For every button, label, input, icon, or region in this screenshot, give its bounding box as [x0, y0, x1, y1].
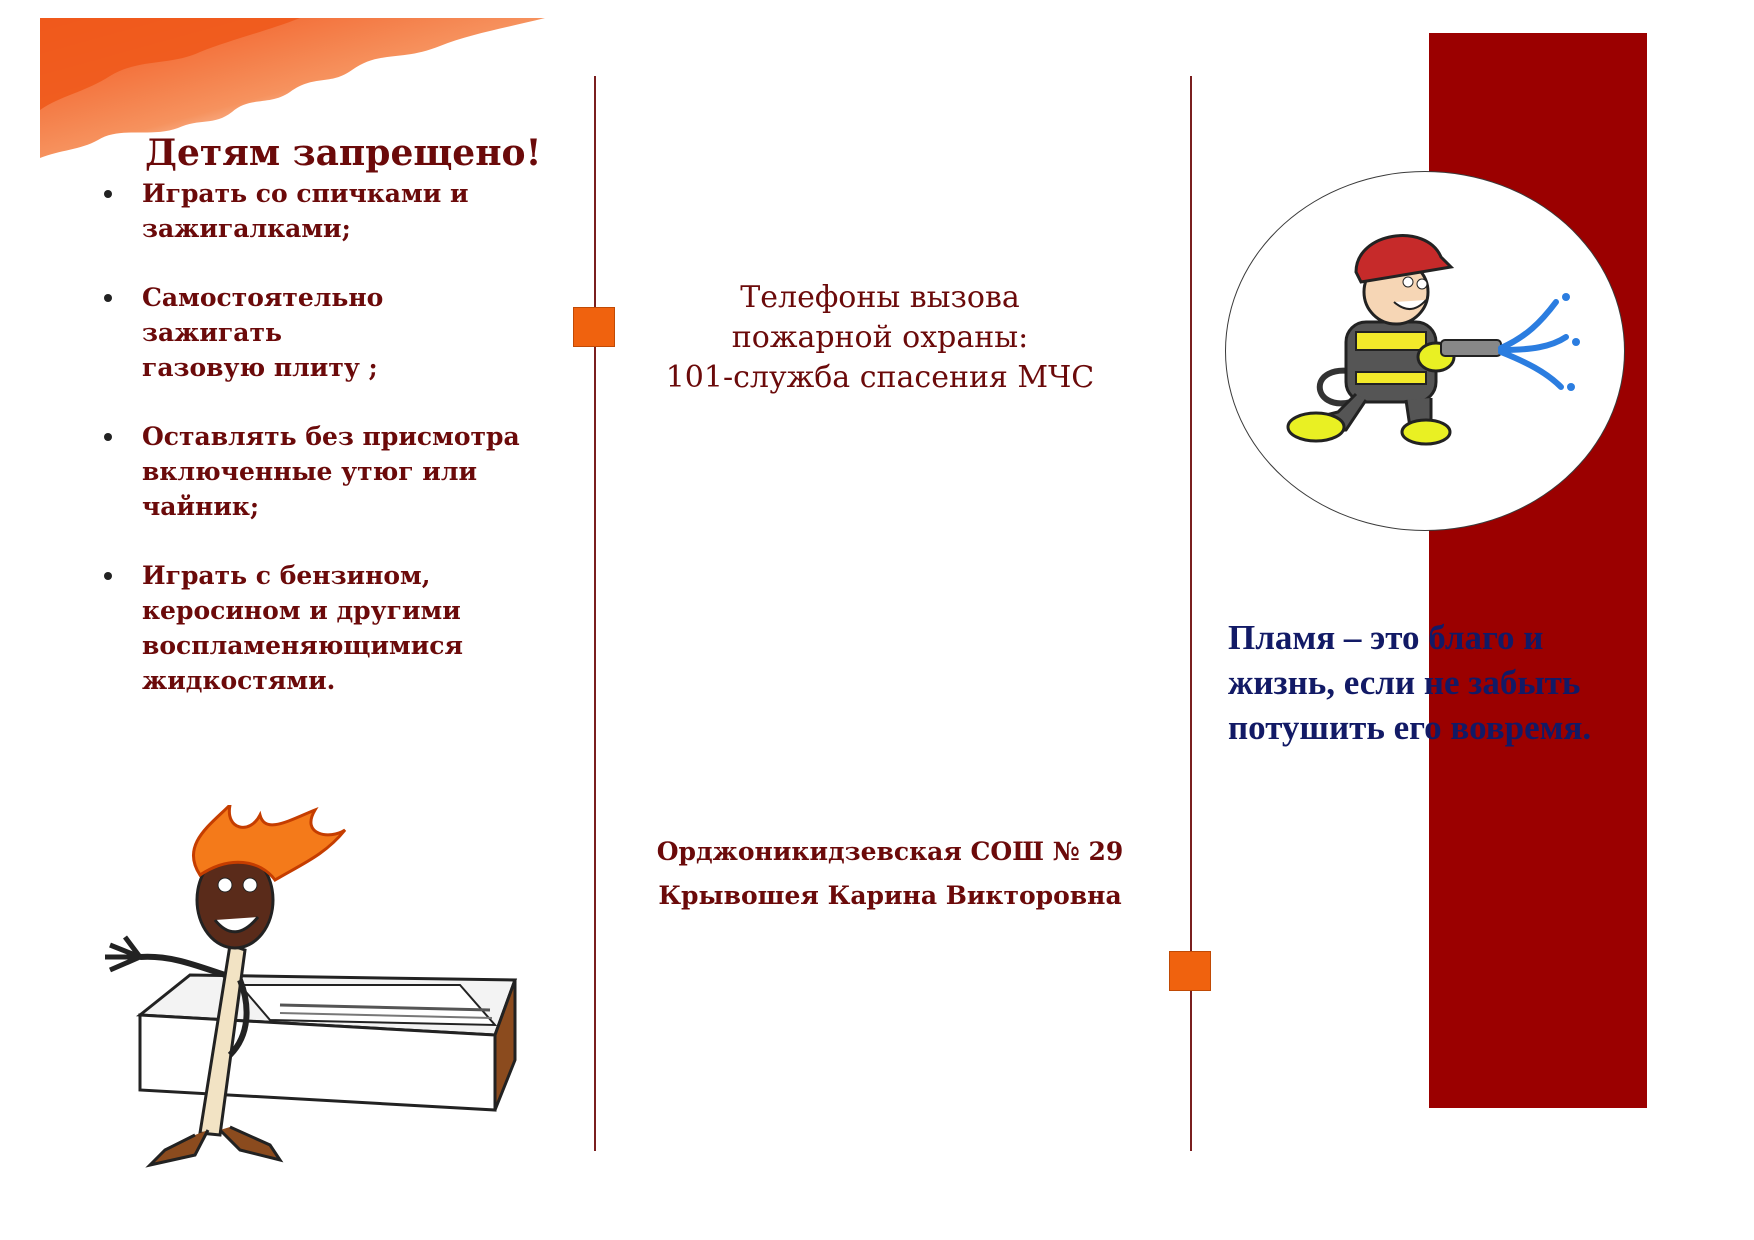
rule-line: Играть с бензином,	[142, 561, 431, 590]
rule-line: керосином и другими	[142, 596, 461, 625]
rule-line: зажигалками;	[142, 214, 351, 243]
match-character-illustration	[100, 805, 520, 1175]
rule-line: Оставлять без присмотра	[142, 422, 520, 451]
school-name: Орджоникидзевская СОШ № 29	[656, 837, 1124, 866]
fold-line-left	[594, 76, 596, 1151]
rule-line: жидкостями.	[142, 666, 336, 695]
quote-line: Пламя – это благо и	[1228, 618, 1544, 657]
quote-line: потушить его вовремя.	[1228, 708, 1592, 747]
rule-line: Играть со спичками и	[142, 179, 469, 208]
firefighter-circle	[1225, 171, 1625, 531]
fold-marker-left	[573, 307, 615, 347]
fire-quote	[1228, 615, 1648, 750]
bullet-icon	[104, 190, 112, 198]
author-credits	[620, 830, 1160, 918]
rule-line: Самостоятельно зажигать	[142, 283, 384, 347]
fold-marker-right	[1169, 951, 1211, 991]
prohibited-actions-list	[100, 176, 530, 732]
bullet-icon	[104, 433, 112, 441]
list-item	[100, 280, 530, 385]
list-item	[100, 176, 530, 246]
phones-line: Телефоны вызова	[740, 280, 1020, 315]
firefighter-illustration	[1226, 172, 1625, 531]
author-name: Крывошея Карина Викторовна	[658, 881, 1122, 910]
rule-line: газовую плиту ;	[142, 353, 378, 382]
rule-line: включенные утюг или	[142, 457, 478, 486]
left-panel-title: Детям запрещено!	[145, 132, 542, 174]
bullet-icon	[104, 294, 112, 302]
list-item	[100, 419, 530, 524]
bullet-icon	[104, 572, 112, 580]
emergency-phones-block	[620, 278, 1140, 398]
phones-line: 101-служба спасения МЧС	[665, 360, 1095, 395]
phones-line: пожарной охраны:	[731, 320, 1029, 355]
rule-line: чайник;	[142, 492, 260, 521]
list-item	[100, 558, 530, 698]
quote-line: жизнь, если не забыть	[1228, 663, 1581, 702]
rule-line: воспламеняющимися	[142, 631, 463, 660]
